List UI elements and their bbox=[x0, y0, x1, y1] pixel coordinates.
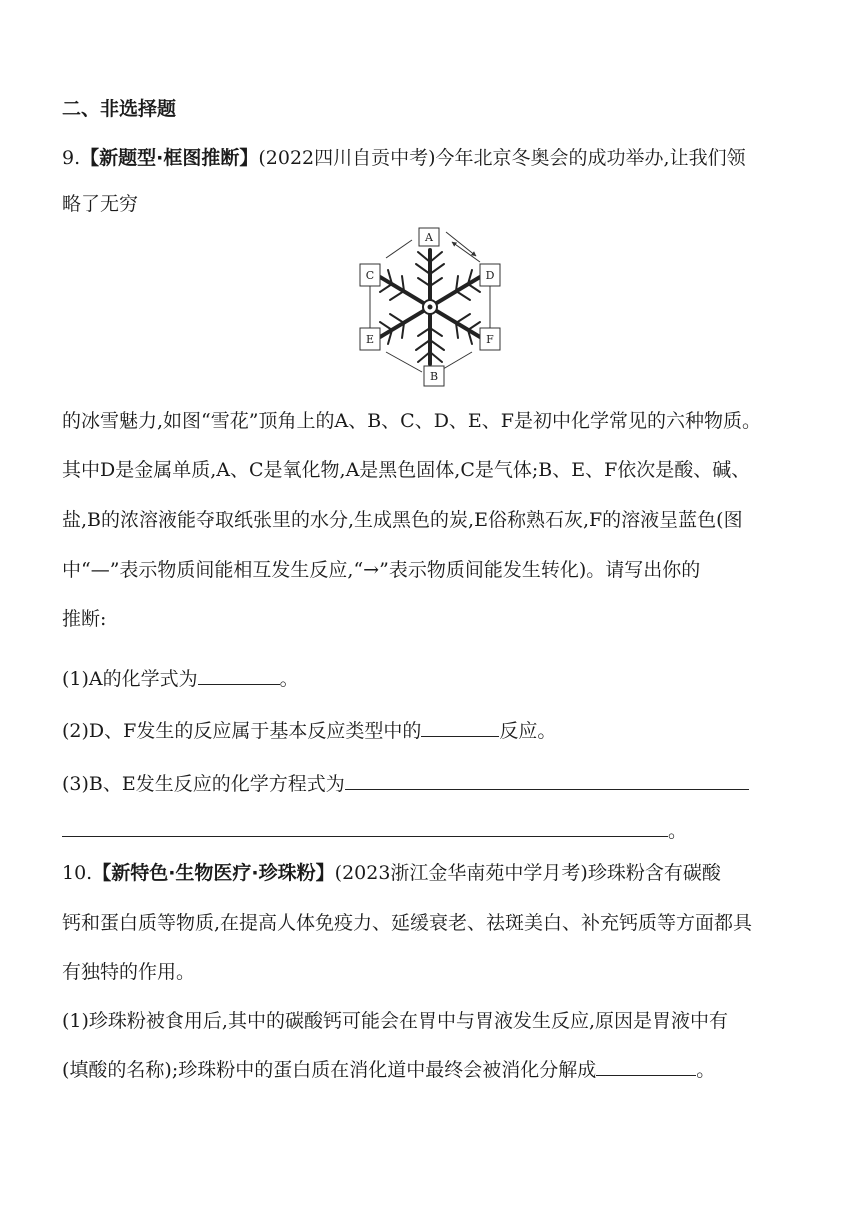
q10-sub1-text: (填酸的名称);珍珠粉中的蛋白质在消化道中最终会被消化分解成 bbox=[62, 1059, 597, 1081]
q9-line-1 bbox=[62, 146, 746, 170]
q9-sub3-end: 。 bbox=[668, 820, 688, 842]
q10-line-3: 有独特的作用。 bbox=[62, 961, 196, 983]
node-E bbox=[360, 328, 380, 350]
q9-number: 9. bbox=[62, 147, 81, 169]
node-C bbox=[360, 264, 380, 286]
node-F bbox=[480, 328, 500, 350]
q9-sub3-text: (3)B、E发生反应的化学方程式为 bbox=[62, 773, 345, 795]
node-C-label: C bbox=[365, 269, 375, 282]
q9-sub2-text: (2)D、F发生的反应属于基本反应类型中的 bbox=[62, 720, 422, 742]
node-A-label: A bbox=[425, 231, 433, 244]
q9-sub3-answer-blank-1[interactable] bbox=[345, 771, 749, 790]
q9-sub1-end: 。 bbox=[279, 668, 299, 690]
q10-source: (2023浙江金华南苑中学月考)珍珠粉含有碳酸 bbox=[334, 862, 721, 884]
q9-line-7: 推断: bbox=[62, 608, 107, 630]
snowflake-figure bbox=[352, 222, 508, 388]
q10-sub1-answer-blank[interactable] bbox=[596, 1057, 696, 1076]
q10-number: 10. bbox=[62, 862, 93, 884]
q9-sub1-text: (1)A的化学式为 bbox=[62, 668, 198, 690]
section-heading: 二、非选择题 bbox=[62, 98, 177, 120]
q10-line-1 bbox=[62, 861, 721, 885]
q10-sub1-end: 。 bbox=[696, 1059, 716, 1081]
q9-sub2-end: 反应。 bbox=[499, 720, 557, 742]
q9-sub3 bbox=[62, 771, 749, 796]
node-A bbox=[419, 228, 439, 246]
q9-sub2 bbox=[62, 718, 556, 743]
q9-sub3-cont bbox=[62, 818, 687, 843]
q9-sub1-answer-blank[interactable] bbox=[198, 666, 280, 685]
node-F-label: F bbox=[486, 333, 494, 346]
q10-sub1-line-1: (1)珍珠粉被食用后,其中的碳酸钙可能会在胃中与胃液发生反应,原因是胃液中有 bbox=[62, 1010, 728, 1032]
q9-sub3-answer-blank-2[interactable] bbox=[62, 818, 668, 837]
q9-source: (2022四川自贡中考)今年北京冬奥会的成功举办,让我们领 bbox=[258, 147, 746, 169]
q9-sub2-answer-blank[interactable] bbox=[421, 718, 499, 737]
q9-line-4: 其中D是金属单质,A、C是氧化物,A是黑色固体,C是气体;B、E、F依次是酸、碱、 bbox=[62, 459, 751, 481]
q10-tag: 【新特色·生物医疗·珍珠粉】 bbox=[92, 862, 335, 884]
node-B-label: B bbox=[429, 370, 439, 383]
snowflake-icon bbox=[380, 250, 480, 364]
q10-sub1-line-2 bbox=[62, 1057, 715, 1082]
q9-line-3: 的冰雪魅力,如图“雪花”顶角上的A、B、C、D、E、F是初中化学常见的六种物质。 bbox=[62, 410, 761, 432]
node-B bbox=[424, 366, 444, 386]
node-D bbox=[480, 264, 500, 286]
q9-line-6: 中“—”表示物质间能相互发生反应,“→”表示物质间能发生转化)。请写出你的 bbox=[62, 559, 701, 581]
q10-line-2: 钙和蛋白质等物质,在提高人体免疫力、延缓衰老、祛斑美白、补充钙质等方面都具 bbox=[62, 912, 753, 934]
q9-tag: 【新题型·框图推断】 bbox=[80, 147, 259, 169]
q9-line-2: 略了无穷 bbox=[62, 193, 139, 215]
node-D-label: D bbox=[485, 269, 495, 282]
node-E-label: E bbox=[365, 333, 375, 346]
q9-sub1 bbox=[62, 666, 299, 691]
q9-line-5: 盐,B的浓溶液能夺取纸张里的水分,生成黑色的炭,E俗称熟石灰,F的溶液呈蓝色(图 bbox=[62, 509, 743, 531]
